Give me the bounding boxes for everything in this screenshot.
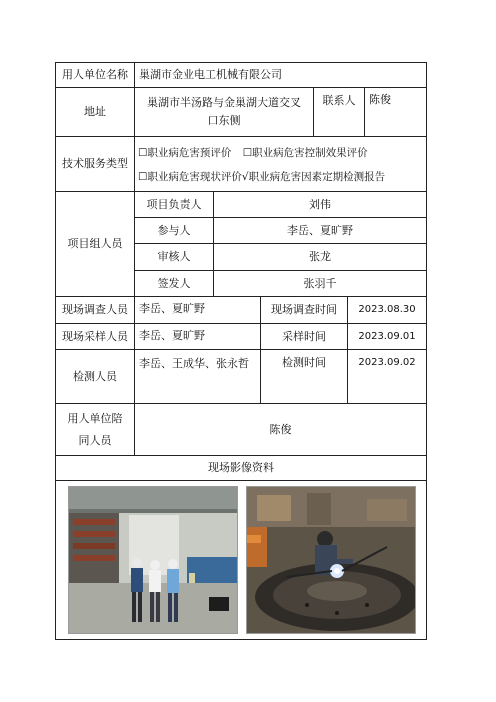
- site-photo-staff: [68, 486, 238, 634]
- address-value: 巢湖市半汤路与金巢湖大道交叉口东侧: [134, 87, 314, 137]
- testing-time-value: 2023.09.02: [347, 349, 427, 404]
- photos-header: 现场影像资料: [55, 455, 427, 481]
- testing-staff-label: 检测人员: [55, 349, 135, 404]
- sampling-time-label: 采样时间: [260, 323, 348, 350]
- service-option-control: ☐职业病危害控制效果评价: [242, 147, 368, 159]
- service-type-label: 技术服务类型: [55, 136, 135, 192]
- site-photo-welding-image: [247, 487, 416, 634]
- team-name: 张羽千: [213, 270, 427, 297]
- contact-value: 陈俊: [364, 87, 427, 137]
- service-option-status: ☐职业病危害现状评价: [138, 171, 242, 183]
- project-team-label: 项目组人员: [55, 191, 135, 297]
- testing-staff-value: 李岳、王成华、张永哲: [134, 349, 261, 404]
- team-name: 刘伟: [213, 191, 427, 218]
- escort-value: 陈俊: [134, 403, 427, 456]
- team-role: 审核人: [134, 243, 214, 271]
- team-name: 李岳、夏旷野: [213, 217, 427, 244]
- team-role: 签发人: [134, 270, 214, 297]
- survey-time-value: 2023.08.30: [347, 296, 427, 324]
- service-type-options: [134, 136, 427, 192]
- sampling-staff-label: 现场采样人员: [55, 323, 135, 350]
- survey-staff-value: 李岳、夏旷野: [134, 296, 261, 324]
- unit-name-value: 巢湖市金业电工机械有限公司: [134, 62, 427, 88]
- sampling-time-value: 2023.09.01: [347, 323, 427, 350]
- team-role: 参与人: [134, 217, 214, 244]
- team-role: 项目负责人: [134, 191, 214, 218]
- escort-label: 用人单位陪同人员: [55, 403, 135, 456]
- site-photo-welding: [246, 486, 416, 634]
- service-option-pre: ☐职业病危害预评价: [138, 147, 232, 159]
- survey-time-label: 现场调查时间: [260, 296, 348, 324]
- unit-name-label: 用人单位名称: [55, 62, 135, 88]
- site-photo-staff-image: [69, 487, 238, 634]
- survey-staff-label: 现场调查人员: [55, 296, 135, 324]
- address-label: 地址: [55, 87, 135, 137]
- testing-time-label: 检测时间: [260, 349, 348, 404]
- contact-label: 联系人: [313, 87, 365, 137]
- service-option-periodic: √职业病危害因素定期检测报告: [241, 171, 386, 183]
- team-name: 张龙: [213, 243, 427, 271]
- sampling-staff-value: 李岳、夏旷野: [134, 323, 261, 350]
